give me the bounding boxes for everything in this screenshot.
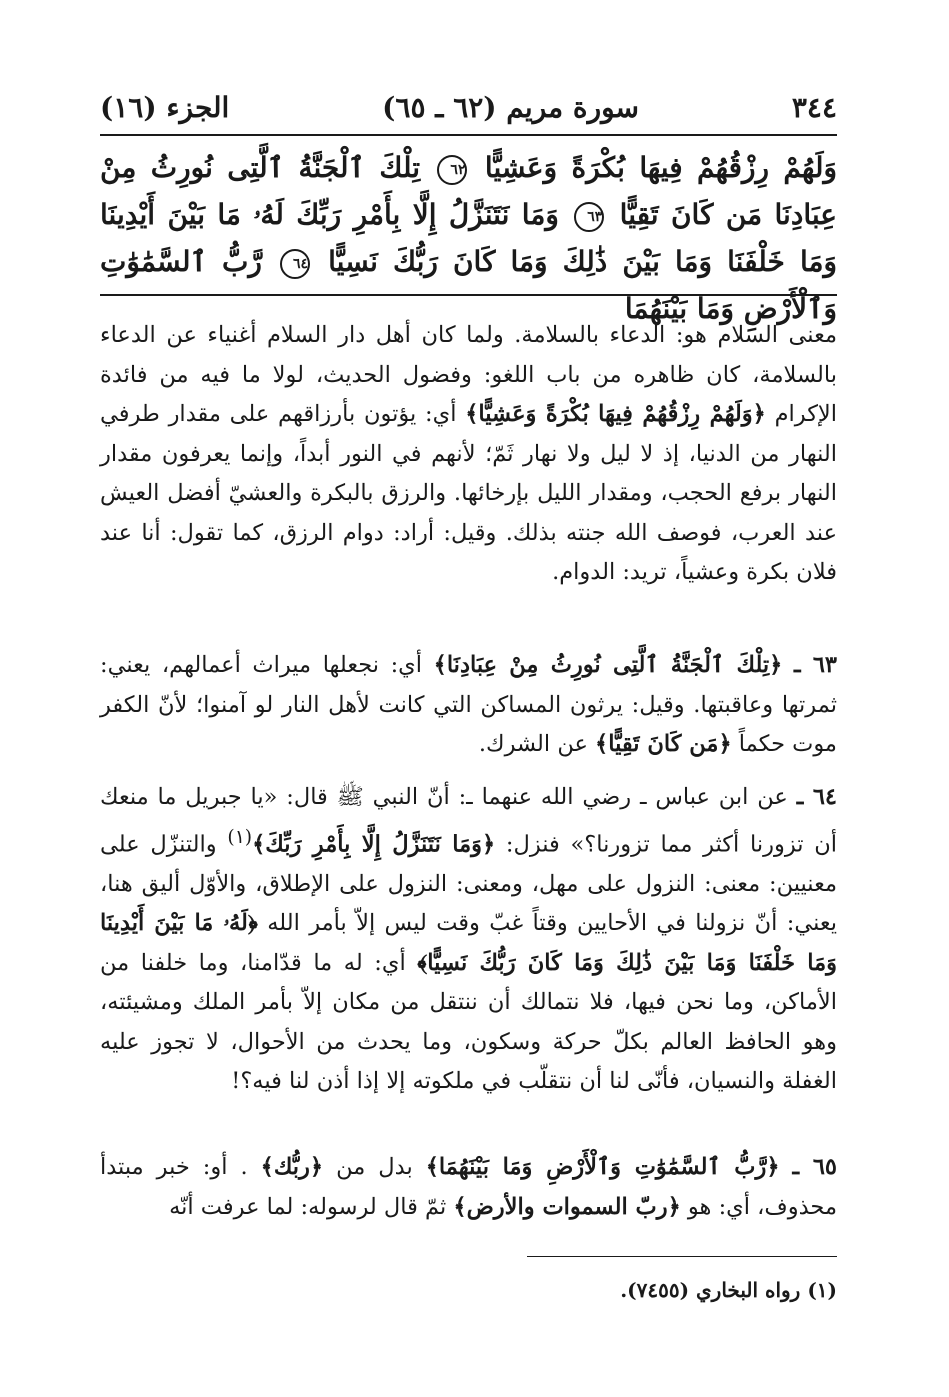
para4-text-2: . أو: خبر مبتدأ محذوف، أي: هو [100, 1154, 837, 1220]
para4-number: ٦٥ ـ [792, 1154, 837, 1180]
para2-text-2: عن الشرك. [478, 731, 588, 757]
para3-number: ٦٤ ـ [796, 784, 837, 810]
para3-quote-1: ﴿وَمَا نَتَنَزَّلُ إِلَّا بِأَمْرِ رَبِّكَ﴾ [252, 831, 496, 857]
ayah-64-text: وَمَا نَتَنَزَّلُ إِلَّا بِأَمْرِ رَبِّكَ لَهُۥ مَا بَيْنَ أَيْدِينَا وَمَا خَلْفَنَا وَمَا بَيْنَ ذَٰلِكَ وَمَا كَانَ رَبُّكَ نَسِيًّا [100, 198, 838, 278]
para1-text: معنى السلام هو: الدعاء بالسلامة. ولما كان أهل دار السلام أغنياء عن الدعاء بالسلامة، كان ظاهره من باب اللغو: وفضول الحديث، لولا ما فيه من فائدة الإكرام [100, 322, 837, 427]
para2-number: ٦٣ ـ [793, 652, 837, 678]
page [100, 88, 838, 1302]
para3-text-1: عن ابن عباس ـ رضي الله عنهما ـ: أنّ النبي ﷺ قال: «يا جبريل ما منعك أن تزورنا أكثر مما تزورنا؟» فنزل: [100, 784, 837, 857]
para4-quote-3: ﴿ربّ السموات والأرض﴾ [453, 1193, 681, 1220]
para2-quote-1: ﴿تِلْكَ ٱلْجَنَّةُ ٱلَّتِى نُورِثُ مِنْ عِبَادِنَا﴾ [433, 652, 783, 678]
para3-text-2: والتنزّل على معنيين: معنى: النزول على مهل، ومعنى: النزول على الإطلاق، والأوّل أليق هنا، يعني: أنّ نزولنا في الأحايين وقتاً غبّ وقت ليس إلاّ بأمر الله [100, 831, 837, 936]
para2-text-1: أي: نجعلها ميراث أعمالهم، يعني: ثمرتها وعاقبتها. وقيل: يرثون المساكن التي كانت لأهل النار لو آمنوا؛ لأنّ الكفر موت حكماً [100, 652, 837, 757]
para1-quote: ﴿وَلَهُمْ رِزْقُهُمْ فِيهَا بُكْرَةً وَعَشِيًّا﴾ [465, 401, 766, 427]
commentary-paragraph-64 [100, 778, 837, 1134]
juz-label: الجزء (١٦) [100, 91, 230, 124]
commentary-paragraph-65 [100, 1148, 837, 1228]
para4-quote-1: ﴿رَّبُّ ٱلسَّمَٰوَٰتِ وَٱلْأَرْضِ وَمَا بَيْنَهُمَا﴾ [425, 1154, 780, 1180]
footnote [100, 1272, 837, 1308]
para2-quote-2: ﴿مَن كَانَ تَقِيًّا﴾ [595, 731, 732, 757]
footnote-separator [527, 1256, 837, 1257]
para3-text-3: أي: له ما قدّامنا، وما خلفنا من الأماكن، وما نحن فيها، فلا نتمالك أن ننتقل من مكان إلاّ بأمر الملك ومشيئته، وهو الحافظ العالم بكلّ حركة وسكون، وما يحدث من الأحوال، لا تجوز عليه الغفلة والنسيان، فأنّى لنا أن نتقلّب في ملكوته إلا إذا أذن لنا فيه؟! [100, 949, 837, 1094]
ayah-62-marker: ٦٢ [437, 155, 467, 185]
quran-verses [100, 136, 838, 325]
ayah-64-marker: ٦٤ [280, 249, 310, 279]
surah-title: سورة مريم (٦٢ ـ ٦٥) [382, 91, 640, 124]
para1-rest: أي: يؤتون بأرزاقهم على مقدار طرفي النهار من الدنيا، إذ لا ليل ولا نهار ثَمّ؛ لأنهم في النور أبداً، وإنما يعرفون مقدار النهار برفع الحجب، ومقدار الليل بإرخائها. والرزق بالبكرة والعشيّ أفضل العيش عند العرب، فوصف الله جنته بذلك. وقيل: أراد: دوام الرزق، كما تقول: أنا عند فلان بكرة وعشياً، تريد: الدوام. [100, 401, 837, 585]
para4-text-1: بدل من [336, 1154, 413, 1180]
ayah-62-text: وَلَهُمْ رِزْقُهُمْ فِيهَا بُكْرَةً وَعَشِيًّا [484, 151, 838, 184]
ayah-63-marker: ٦٣ [574, 202, 604, 232]
commentary-paragraph-63 [100, 646, 837, 764]
page-number: ٣٤٤ [791, 91, 837, 124]
footnote-number: (١) [807, 1278, 837, 1302]
para3-quote-2: ﴿لَهُۥ مَا بَيْنَ أَيْدِينَا وَمَا خَلْفَنَا وَمَا بَيْنَ ذَٰلِكَ وَمَا كَانَ رَبُّكَ نَسِيًّا﴾ [100, 910, 838, 976]
footnote-reference[interactable]: (١) [227, 826, 253, 848]
footnote-text: رواه البخاري (٧٤٥٥). [620, 1278, 801, 1302]
commentary-paragraph-1 [100, 316, 837, 632]
ayah-65-text: رَّبُّ ٱلسَّمَٰوَٰتِ وَٱلْأَرْضِ وَمَا بَيْنَهُمَا [100, 245, 837, 325]
para4-text-3: ثمّ قال لرسوله: لما عرفت أنّه [169, 1193, 447, 1220]
para4-quote-2: ﴿ربُّك﴾ [260, 1154, 324, 1180]
ayah-63-text: تِلْكَ ٱلْجَنَّةُ ٱلَّتِى نُورِثُ مِنْ عِبَادِنَا مَن كَانَ تَقِيًّا [100, 151, 838, 231]
page-header [100, 88, 837, 136]
